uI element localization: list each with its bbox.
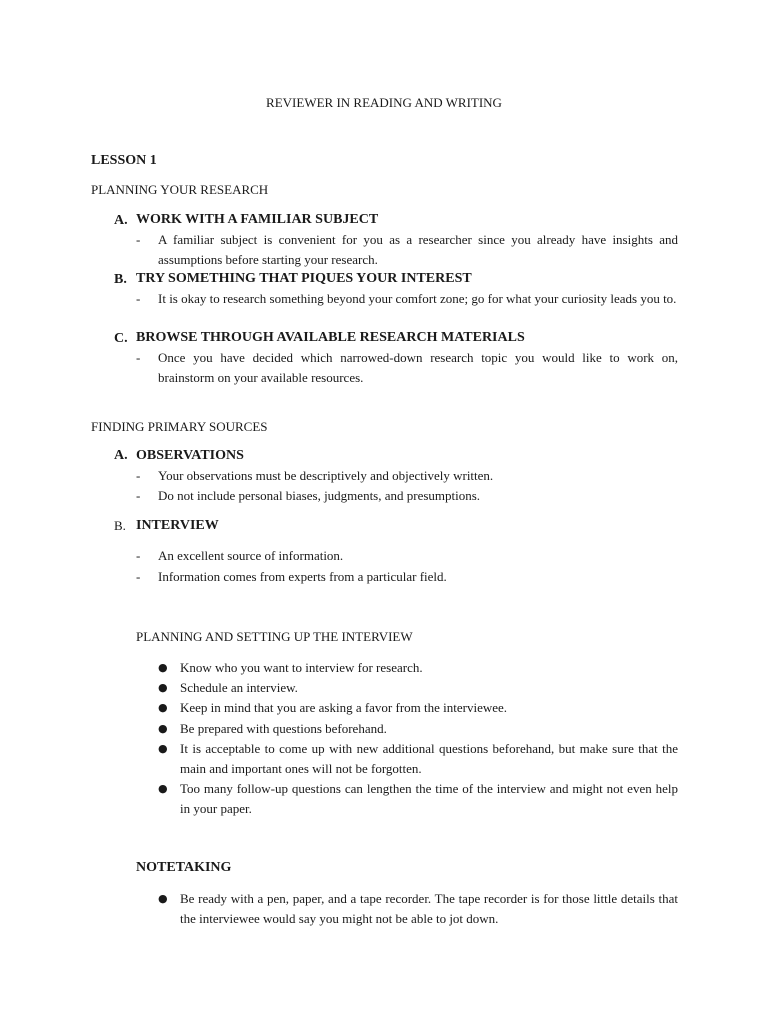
bullet-marker: ● bbox=[158, 892, 168, 905]
primary-heading: FINDING PRIMARY SOURCES bbox=[91, 419, 268, 434]
planning-item-a-heading: WORK WITH A FAMILIAR SUBJECT bbox=[136, 212, 379, 227]
setup-heading: PLANNING AND SETTING UP THE INTERVIEW bbox=[136, 629, 413, 644]
planning-item-a bbox=[114, 210, 128, 231]
interview-heading: INTERVIEW bbox=[136, 518, 219, 533]
bullet-marker: ● bbox=[158, 742, 168, 755]
lesson-heading: LESSON 1 bbox=[91, 153, 157, 168]
bullet-marker: ● bbox=[158, 722, 168, 735]
observations-heading: OBSERVATIONS bbox=[136, 448, 244, 463]
dash-marker: - bbox=[136, 569, 141, 584]
dash-marker: - bbox=[136, 488, 141, 503]
list-item-text: Do not include personal biases, judgments, and presumptions. bbox=[158, 488, 481, 503]
list-item bbox=[158, 779, 678, 819]
item-marker: B. bbox=[114, 518, 126, 533]
item-marker: C. bbox=[114, 331, 128, 346]
list-item-text: Keep in mind that you are asking a favor from the interviewee. bbox=[180, 700, 508, 715]
list-item-text: Information comes from experts from a particular field. bbox=[158, 569, 447, 584]
list-item-text: Be prepared with questions beforehand. bbox=[180, 721, 387, 736]
dash-marker: - bbox=[136, 468, 141, 483]
item-marker: A. bbox=[114, 213, 128, 228]
list-item bbox=[136, 230, 678, 270]
planning-item-b-heading: TRY SOMETHING THAT PIQUES YOUR INTEREST bbox=[136, 271, 472, 286]
list-item-text: It is okay to research something beyond your comfort zone; go for what your curiosity leads you to. bbox=[158, 291, 677, 306]
dash-marker: - bbox=[136, 548, 141, 563]
bullet-marker: ● bbox=[158, 701, 168, 714]
document-title: REVIEWER IN READING AND WRITING bbox=[266, 95, 502, 110]
dash-marker: - bbox=[136, 350, 141, 365]
list-item-text: Be ready with a pen, paper, and a tape recorder. The tape recorder is for those little details that the interviewee would say you might not be able to jot down. bbox=[180, 891, 678, 926]
list-item bbox=[136, 289, 678, 309]
planning-item-c bbox=[114, 328, 128, 349]
list-item-text: Too many follow-up questions can lengthen the time of the interview and might not even help in your paper. bbox=[180, 781, 678, 816]
list-item-text: It is acceptable to come up with new additional questions beforehand, but make sure that the main and important ones will not be forgotten. bbox=[180, 741, 678, 776]
bullet-marker: ● bbox=[158, 681, 168, 694]
list-item bbox=[136, 546, 678, 566]
list-item bbox=[158, 658, 678, 678]
list-item bbox=[136, 348, 678, 388]
list-item bbox=[136, 567, 678, 587]
dash-marker: - bbox=[136, 232, 141, 247]
list-item-text: An excellent source of information. bbox=[158, 548, 344, 563]
dash-marker: - bbox=[136, 291, 141, 306]
list-item bbox=[158, 889, 678, 929]
list-item-text: Schedule an interview. bbox=[180, 680, 298, 695]
list-item bbox=[158, 678, 678, 698]
list-item bbox=[136, 486, 678, 506]
list-item bbox=[158, 719, 678, 739]
planning-heading: PLANNING YOUR RESEARCH bbox=[91, 182, 269, 197]
list-item-text: Know who you want to interview for research. bbox=[180, 660, 423, 675]
list-item-text: A familiar subject is convenient for you as a researcher since you already have insights and assumptions before starting your research. bbox=[158, 232, 678, 267]
bullet-marker: ● bbox=[158, 661, 168, 674]
item-marker: A. bbox=[114, 448, 128, 463]
list-item bbox=[136, 466, 678, 486]
list-item-text: Once you have decided which narrowed-down research topic you would like to work on, brainstorm on your available resources. bbox=[158, 350, 678, 385]
bullet-marker: ● bbox=[158, 782, 168, 795]
list-item bbox=[158, 698, 678, 718]
notetaking-heading: NOTETAKING bbox=[136, 860, 232, 875]
planning-item-c-heading: BROWSE THROUGH AVAILABLE RESEARCH MATERIALS bbox=[136, 330, 525, 345]
planning-item-b bbox=[114, 269, 127, 290]
list-item-text: Your observations must be descriptively and objectively written. bbox=[158, 468, 494, 483]
item-marker: B. bbox=[114, 272, 127, 287]
list-item bbox=[158, 739, 678, 779]
